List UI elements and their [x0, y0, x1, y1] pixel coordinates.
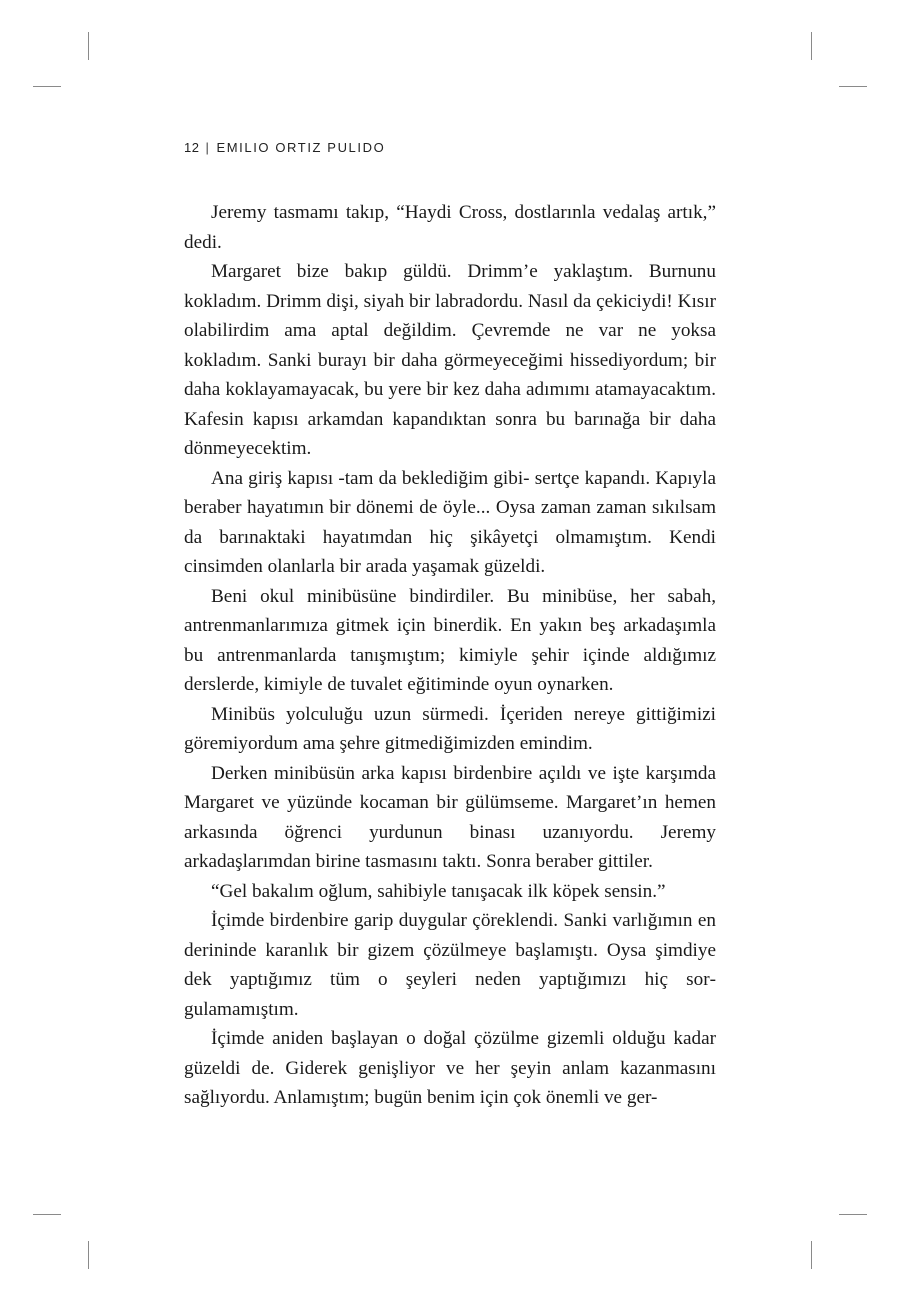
paragraph: Derken minibüsün arka kapısı birdenbire açıldı ve işte karşımda Margaret ve yüzünde kocaman bir gülümseme. Margaret’ın hemen arkasında öğrenci yurdunun binası uzanıyordu. Jeremy arkadaşlarımdan birine tasmasını taktı. Sonra beraber gittiler.	[184, 762, 716, 872]
paragraph: İçimde aniden başlayan o doğal çözülme gizemli olduğu kadar güzeldi de. Giderek genişliyor ve her şeyin anlam kazanmasını sağlıyordu. Anlamıştım; bugün benim için çok önemli ve ger-	[184, 1028, 716, 1108]
paragraph: Ana giriş kapısı -tam da beklediğim gibi- sertçe kapandı. Kapıyla beraber hayatımın bir dönemi de öyle... Oysa zaman zaman sıkılsam da barınaktaki hayatımdan hiç şikâyetçi olmamıştım. Kendi cinsimden olanlarla bir arada yaşamak güzeldi.	[184, 467, 716, 577]
running-head	[184, 140, 385, 155]
crop-mark-top-right-vertical	[811, 32, 812, 60]
crop-mark-bottom-left-vertical	[88, 1241, 89, 1269]
paragraph: Jeremy tasmamı takıp, “Haydi Cross, dostlarınla vedalaş artık,” dedi.	[184, 202, 716, 253]
crop-mark-top-right-horizontal	[839, 86, 867, 87]
crop-mark-bottom-right-horizontal	[839, 1214, 867, 1215]
crop-mark-bottom-left-horizontal	[33, 1214, 61, 1215]
paragraph: İçimde birdenbire garip duygular çöreklendi. Sanki varlığımın en derininde karanlık bir gizem çözülmeye başlamıştı. Oysa şimdiye dek yaptığımız tüm o şeyleri neden yaptığımızı hiç sorgulamamıştım.	[184, 910, 716, 1020]
author-name: EMILIO ORTIZ PULIDO	[216, 140, 386, 155]
paragraph: Beni okul minibüsüne bindirdiler. Bu minibüse, her sabah, antrenmanlarımıza gitmek için binerdik. En yakın beş arkadaşımla bu antrenmanlarda tanışmıştım; kimiyle şehir içinde aldığımız derslerde, kimiyle de tuvalet eğitiminde oyun oynarken.	[184, 585, 716, 695]
paragraph: Minibüs yolculuğu uzun sürmedi. İçeriden nereye gittiğimizi göremiyordum ama şehre gitmediğimizden emindim.	[184, 703, 716, 754]
crop-mark-top-left-horizontal	[33, 86, 61, 87]
body-text	[184, 198, 716, 1113]
crop-mark-bottom-right-vertical	[811, 1241, 812, 1269]
running-head-separator: |	[205, 140, 211, 155]
page-number: 12	[184, 140, 200, 155]
crop-mark-top-left-vertical	[88, 32, 89, 60]
paragraph: Margaret bize bakıp güldü. Drimm’e yaklaştım. Burnunu kokladım. Drimm dişi, siyah bir labradordu. Nasıl da çekiciydi! Kısır olabilirdim ama aptal değildim. Çevremde ne var ne yoksa kokladım. Sanki burayı bir daha görmeyeceğimi hissediyordum; bir daha koklayamayacak, bu yere bir kez daha adımımı atamayacaktım. Kafesin kapısı arkamdan kapandıktan sonra bu barınağa bir daha dönmeyecektim.	[184, 261, 716, 459]
paragraph: “Gel bakalım oğlum, sahibiyle tanışacak ilk köpek sensin.”	[211, 880, 666, 902]
